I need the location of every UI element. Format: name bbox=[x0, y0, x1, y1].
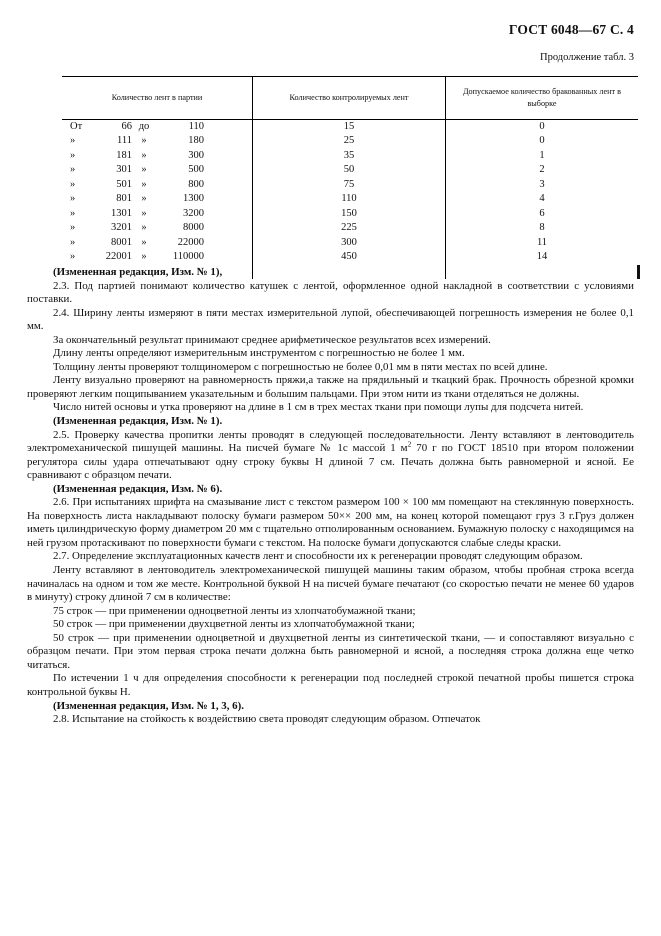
cell-allowed-defective: 6 bbox=[539, 207, 545, 219]
table-row bbox=[62, 250, 638, 265]
square-meter-superscript: 2 bbox=[407, 439, 412, 449]
lot-range-word: » bbox=[70, 236, 76, 248]
lot-range-to-word: » bbox=[141, 222, 147, 234]
clause-2-4: 2.4. Ширину ленты измеряют в пяти местах измерительной лупой, обеспечивающей погрешность измерения не более 0,1 мм. bbox=[27, 306, 634, 333]
cell-controlled-quantity: 300 bbox=[253, 236, 446, 251]
lot-range-group bbox=[62, 180, 252, 191]
table-row bbox=[62, 134, 638, 149]
paragraph-tape-insertion: Ленту вставляют в лентоводитель электромеханической пишущей машины таким образом, чтобы пробная строка всегда начиналась на одном и том же месте. Контрольной буквой Н на писчей бумаге печатают (со скоростью печати не менее 60 ударов в минуту) строку длиной 7 см в количестве: bbox=[27, 564, 634, 604]
lot-range-group bbox=[62, 252, 252, 263]
cell-allowed-defective: 4 bbox=[539, 193, 545, 205]
lot-range-from: 801 bbox=[116, 193, 132, 205]
paragraph-thickness-measurement: Толщину ленты проверяют толщиномером с погрешностью не более 0,01 мм в пяти местах по всей длине. bbox=[53, 360, 548, 373]
table-row bbox=[62, 192, 638, 207]
lot-range-group bbox=[62, 209, 252, 220]
body-text-block bbox=[27, 266, 634, 727]
table-header bbox=[62, 77, 638, 120]
cell-lot-range bbox=[62, 236, 253, 251]
list-item-75-lines: 75 строк — при применении одноцветной ленты из хлопчатобумажной ткани; bbox=[53, 604, 416, 617]
lot-range-group bbox=[62, 122, 252, 133]
cell-controlled-quantity: 150 bbox=[253, 207, 446, 222]
cell-controlled-quantity: 450 bbox=[253, 250, 446, 265]
amendment-note-6: (Измененная редакция, Изм. № 6). bbox=[53, 482, 223, 495]
lot-range-to: 110 bbox=[188, 120, 204, 132]
list-item-50-lines-cotton: 50 строк — при применении двухцветной ленты из хлопчатобумажной ткани; bbox=[53, 618, 415, 631]
lot-range-word: От bbox=[70, 120, 83, 132]
lot-range-from: 3201 bbox=[111, 222, 132, 234]
sampling-table-wrapper bbox=[62, 76, 622, 279]
cell-allowed-defective: 1 bbox=[539, 149, 545, 161]
cell-controlled-quantity: 25 bbox=[253, 134, 446, 149]
paragraph-visual-inspection: Ленту визуально проверяют на равномерность пряжи,а также на прядильный и ткацкий брак. Прочность обрезной кромки проверяют легким пощипыванием указательным и большим пальцами. При этом нити из ткани отделяться не должны. bbox=[27, 374, 634, 400]
lot-range-group bbox=[62, 194, 252, 205]
lot-range-to-word: » bbox=[141, 164, 147, 176]
table-row bbox=[62, 178, 638, 193]
table-row bbox=[62, 221, 638, 236]
lot-range-group bbox=[62, 238, 252, 249]
table-row bbox=[62, 163, 638, 178]
amendment-note-1b: (Измененная редакция, Изм. № 1). bbox=[53, 415, 223, 428]
clause-2-6: 2.6. При испытаниях шрифта на смазывание лист с текстом размером 100 × 100 мм помещают на стеклянную поверхность. На поверхность листа накладывают полоску бумаги размером 50×× 200 мм, на конец которой помещают груз 3 г.Груз должен иметь цилиндрическую форму диаметром 20 мм с тщательно отполированным основанием. Бумажную полоску с находящимся на ней грузом протаскивают по поверхности бумаги с текстом. На полоске бумаги допускаются слабые следы краски. bbox=[27, 496, 634, 549]
cell-controlled-quantity: 75 bbox=[253, 178, 446, 193]
lot-range-group bbox=[62, 165, 252, 176]
lot-range-to: 22000 bbox=[177, 236, 204, 248]
table-row bbox=[62, 119, 638, 134]
cell-controlled-quantity: 15 bbox=[253, 119, 446, 134]
paragraph-regeneration: По истечении 1 ч для определения способности к регенерации под последней строкой печатной пробы пишется строка контрольной буквы Н. bbox=[27, 672, 634, 698]
cell-allowed-defective: 3 bbox=[539, 178, 545, 190]
table-row bbox=[62, 236, 638, 251]
lot-range-from: 111 bbox=[117, 135, 132, 147]
clause-2-7: 2.7. Определение эксплуатационных качеств лент и способности их к регенерации проводят следующим образом. bbox=[53, 550, 583, 563]
lot-range-from: 1301 bbox=[111, 207, 132, 219]
lot-range-to-word: » bbox=[141, 236, 147, 248]
page-header-standard: ГОСТ 6048—67 С. 4 bbox=[508, 22, 634, 37]
lot-range-to: 8000 bbox=[183, 222, 204, 234]
lot-range-from: 8001 bbox=[111, 236, 132, 248]
column-header-controlled-quantity: Количество контролируемых лент bbox=[253, 77, 446, 120]
cell-lot-range bbox=[62, 119, 253, 134]
clause-2-5-part1: 2.5. Проверку качества пропитки ленты проводят в следующей последовательности. Ленту вставляют в лентоводитель электромеханической пишущей машины. На писчей бумаге № 1с массой 1 м bbox=[27, 428, 634, 455]
lot-range-from: 66 bbox=[121, 120, 132, 132]
lot-range-to-word: » bbox=[141, 193, 147, 205]
lot-range-word: » bbox=[70, 178, 76, 190]
lot-range-word: » bbox=[70, 193, 76, 205]
clause-2-5-part2: 70 г по ГОСТ 18510 при втором положении регулятора силы удара отпечатывают одну строку буквы Н длиной 7 см. Печать должна быть равномерной и ясной. Ее сравнивают с образцом печати. bbox=[27, 442, 634, 482]
lot-range-to-word: » bbox=[141, 207, 147, 219]
cell-allowed-defective: 0 bbox=[539, 120, 545, 132]
cell-lot-range bbox=[62, 134, 253, 149]
cell-controlled-quantity: 35 bbox=[253, 149, 446, 164]
lot-range-word: » bbox=[70, 207, 76, 219]
paragraph-length-measurement: Длину ленты определяют измерительным инструментом с погрешностью не более 1 мм. bbox=[53, 347, 465, 360]
cell-allowed-defective: 0 bbox=[539, 135, 545, 147]
table-row bbox=[62, 149, 638, 164]
lot-range-from: 501 bbox=[116, 178, 132, 190]
cell-controlled-quantity: 50 bbox=[253, 163, 446, 178]
lot-range-to: 3200 bbox=[183, 207, 204, 219]
lot-range-to: 180 bbox=[188, 135, 204, 147]
table-row bbox=[62, 207, 638, 222]
cell-lot-range bbox=[62, 163, 253, 178]
cell-controlled-quantity: 225 bbox=[253, 221, 446, 236]
lot-range-to-word: » bbox=[141, 135, 147, 147]
lot-range-to-word: » bbox=[141, 178, 147, 190]
lot-range-to-word: » bbox=[141, 251, 147, 263]
lot-range-word: » bbox=[70, 135, 76, 147]
amendment-note-1a: (Измененная редакция, Изм. № 1), bbox=[53, 266, 223, 278]
cell-lot-range bbox=[62, 250, 253, 265]
lot-range-to: 800 bbox=[188, 178, 204, 190]
cell-allowed-defective: 2 bbox=[539, 164, 545, 176]
cell-lot-range bbox=[62, 221, 253, 236]
lot-range-word: » bbox=[70, 164, 76, 176]
cell-lot-range bbox=[62, 207, 253, 222]
cell-lot-range bbox=[62, 192, 253, 207]
clause-2-3: 2.3. Под партией понимают количество катушек с лентой, оформленное одной накладной в соответствии с условиями поставки. bbox=[27, 279, 634, 306]
amendment-note-136: (Измененная редакция, Изм. № 1, 3, 6). bbox=[53, 699, 244, 712]
lot-range-from: 22001 bbox=[105, 251, 132, 263]
paragraph-average-result: За окончательный результат принимают среднее арифметическое результатов всех измерений. bbox=[53, 333, 491, 346]
paragraph-thread-count: Число нитей основы и утка проверяют на длине в 1 см в трех местах ткани при помощи лупы для подсчета нитей. bbox=[53, 401, 584, 414]
lot-range-from: 301 bbox=[116, 164, 132, 176]
lot-range-group bbox=[62, 223, 252, 234]
cell-allowed-defective: 8 bbox=[539, 222, 545, 234]
clause-2-5 bbox=[27, 429, 634, 483]
lot-range-to-word: до bbox=[138, 120, 150, 132]
lot-range-word: » bbox=[70, 251, 76, 263]
cell-lot-range bbox=[62, 149, 253, 164]
column-header-allowed-defective: Допускаемое количество бракованных лент в выборке bbox=[446, 77, 639, 120]
lot-range-to: 500 bbox=[188, 164, 204, 176]
lot-range-to: 1300 bbox=[183, 193, 204, 205]
table-body bbox=[62, 119, 638, 279]
cell-lot-range bbox=[62, 178, 253, 193]
lot-range-to: 300 bbox=[188, 149, 204, 161]
lot-range-from: 181 bbox=[116, 149, 132, 161]
table-header-row bbox=[62, 77, 638, 120]
lot-range-word: » bbox=[70, 149, 76, 161]
lot-range-group bbox=[62, 136, 252, 147]
lot-range-to-word: » bbox=[141, 149, 147, 161]
cell-allowed-defective: 11 bbox=[536, 236, 548, 248]
column-header-lot-quantity: Количество лент в партии bbox=[62, 77, 253, 120]
lot-range-to: 110000 bbox=[172, 251, 204, 263]
list-item-50-lines-synthetic: 50 строк — при применении одноцветной и двухцветной ленты из синтетической ткани, — и сопоставляют визуально с образцом печати. При этом первая строка печати должна быть равномерной и ясной, а последняя строка должна еще четко читаться. bbox=[27, 631, 634, 671]
cell-controlled-quantity: 110 bbox=[253, 192, 446, 207]
lot-range-group bbox=[62, 151, 252, 162]
lot-range-word: » bbox=[70, 222, 76, 234]
clause-2-8: 2.8. Испытание на стойкость к воздействию света проводят следующим образом. Отпечаток bbox=[53, 713, 481, 726]
cell-allowed-defective: 14 bbox=[536, 251, 548, 263]
sampling-table bbox=[62, 76, 640, 279]
table-continuation-caption: Продолжение табл. 3 bbox=[540, 52, 634, 63]
